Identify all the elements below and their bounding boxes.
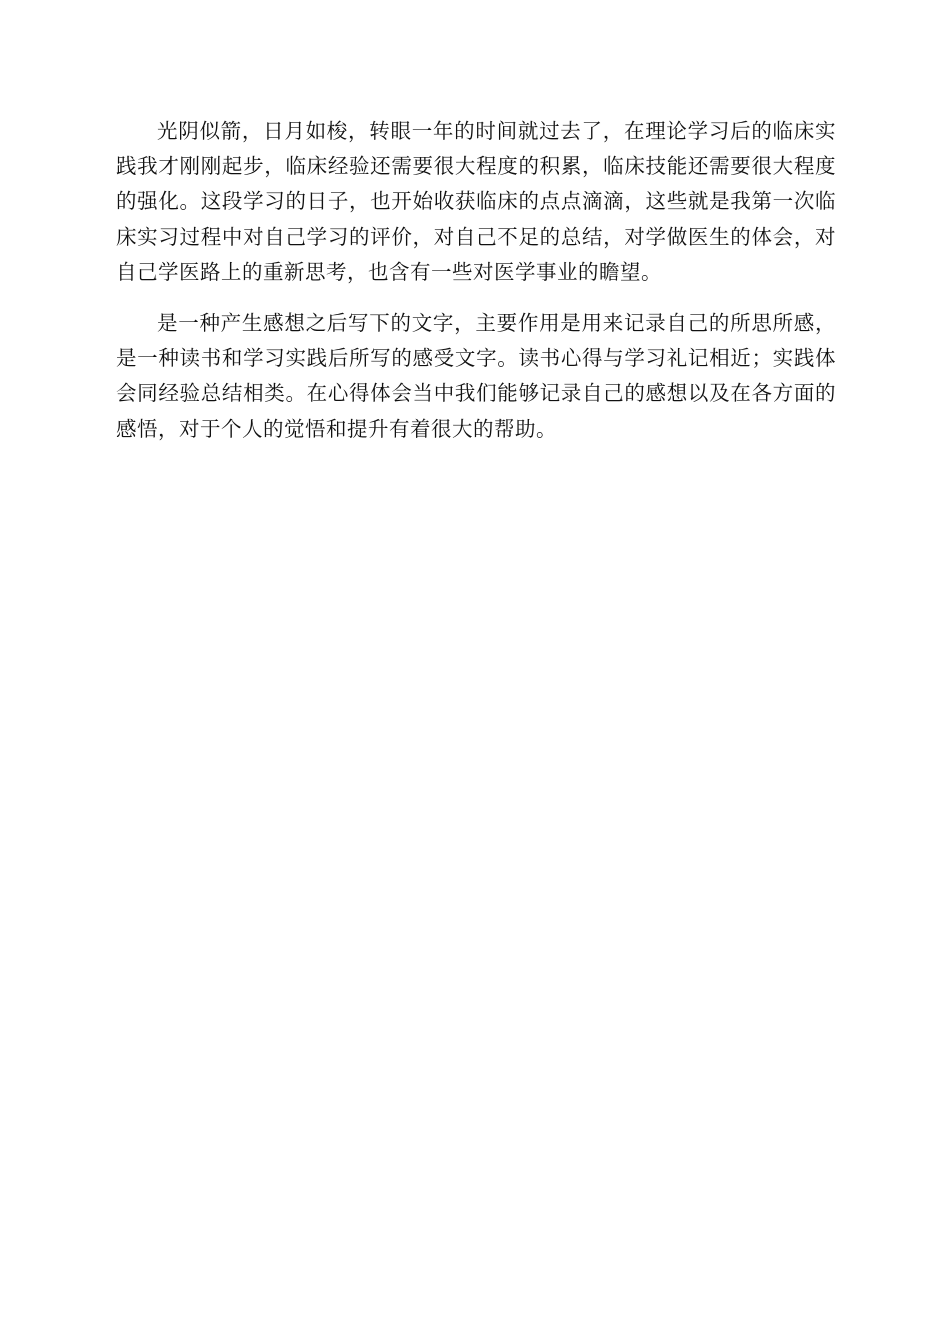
document-body: [116, 114, 836, 447]
paragraph-2: 是一种产生感想之后写下的文字，主要作用是用来记录自己的所思所感，是一种读书和学习实践后所写的感受文字。读书心得与学习礼记相近；实践体会同经验总结相类。在心得体会当中我们能够记录自己的感想以及在各方面的感悟，对于个人的觉悟和提升有着很大的帮助。: [116, 311, 836, 441]
paragraph-1: 光阴似箭，日月如梭，转眼一年的时间就过去了，在理论学习后的临床实践我才刚刚起步，临床经验还需要很大程度的积累，临床技能还需要很大程度的强化。这段学习的日子，也开始收获临床的点点滴滴，这些就是我第一次临床实习过程中对自己学习的评价，对自己不足的总结，对学做医生的体会，对自己学医路上的重新思考，也含有一些对医学事业的瞻望。: [116, 119, 836, 284]
